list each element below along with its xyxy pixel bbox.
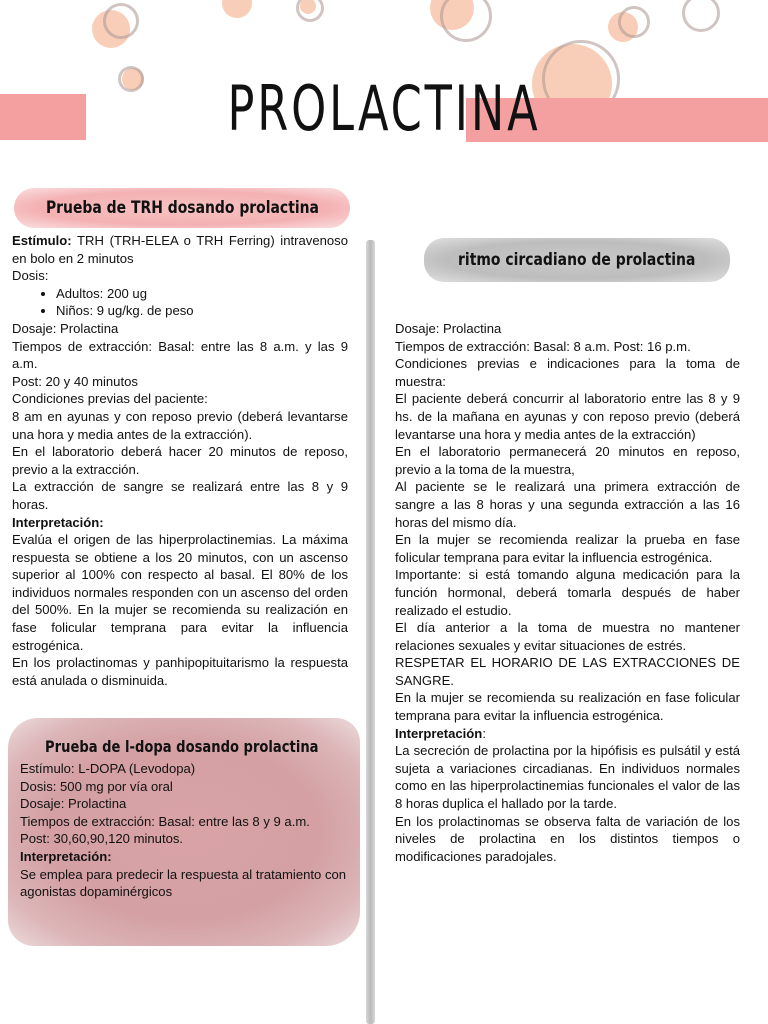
list-item: • Niños: 9 ug/kg. de peso <box>56 302 348 320</box>
list-item: • Adultos: 200 ug <box>56 285 348 303</box>
deco-ring <box>618 6 650 38</box>
ldopa-interp-label: Interpretación: <box>20 848 112 864</box>
trh-interp-paragraph: En los prolactinomas y panhipopituitarismo la respuesta está anulada o disminuida. <box>12 655 348 688</box>
ritmo-paragraph: En el laboratorio permanecerá 20 minutos en reposo, previo a la toma de la muestra, <box>395 444 740 477</box>
ldopa-interp-text: Se emplea para predecir la respuesta al tratamiento con agonistas dopaminérgicos <box>20 866 347 900</box>
deco-ring <box>440 0 492 42</box>
deco-ring <box>682 0 720 32</box>
ldopa-line: Tiempos de extracción: Basal: entre las 8 y 9 a.m. <box>20 813 310 829</box>
trh-paragraph: En el laboratorio deberá hacer 20 minutos de reposo, previo a la extracción. <box>12 444 348 477</box>
ritmo-interp-paragraph: La secreción de prolactina por la hipófisis es pulsátil y está sujeta a variaciones circadianas. En individuos normales como en las hiperprolactinemias funcionales el valor de las 8 horas duplica el hallado por la tarde. <box>395 743 740 812</box>
trh-estimulo-label: Estímulo: <box>12 233 72 248</box>
ritmo-section <box>395 320 740 865</box>
trh-section <box>12 232 348 689</box>
trh-heading <box>14 188 350 228</box>
ritmo-paragraph: El paciente deberá concurrir al laboratorio entre las 8 y 9 hs. de la mañana en ayunas y con reposo previo (deberá levantarse una hora y media antes de la extracción) <box>395 391 740 442</box>
ritmo-paragraph: Importante: si está tomando alguna medicación para la función hormonal, deberá tomarla después de haber realizado el estudio. <box>395 567 740 618</box>
ldopa-line: Dosis: 500 mg por vía oral <box>20 778 173 794</box>
trh-paragraph: Dosaje: Prolactina <box>12 320 119 336</box>
ldopa-section <box>20 760 352 901</box>
trh-heading-text: Prueba de TRH dosando prolactina <box>45 198 319 218</box>
page-title: PROLACTINA <box>227 72 541 145</box>
header-bar-left <box>0 94 86 140</box>
trh-paragraph: 8 am en ayunas y con reposo previo (deberá levantarse una hora y media antes de la extracción). <box>12 408 348 442</box>
ritmo-interp-label: Interpretación <box>395 725 483 741</box>
trh-dosis-label: Dosis: <box>12 268 49 284</box>
ldopa-heading-text: Prueba de l-dopa dosando prolactina <box>45 736 319 756</box>
trh-interp-paragraph: Evalúa el origen de las hiperprolactinemias. La máxima respuesta se obtiene a los 20 minutos, con un ascenso superior al 100% con respecto al basal. El 80% de los individuos normales responden con un ascenso del orden del 500%. En la mujer se recomienda su realización en fase folicular temprana para evitar la influencia estrogénica. <box>12 532 348 653</box>
trh-interp-label: Interpretación: <box>12 514 104 530</box>
ldopa-line: Post: 30,60,90,120 minutos. <box>20 831 184 847</box>
ldopa-heading <box>14 728 350 764</box>
ritmo-heading <box>424 238 730 282</box>
ritmo-paragraph: RESPETAR EL HORARIO DE LAS EXTRACCIONES DE SANGRE. <box>395 655 740 688</box>
ritmo-interp-paragraph: En los prolactinomas se observa falta de variación de los niveles de prolactina en los distintos tiempos o modificaciones paradojales. <box>395 813 740 864</box>
trh-paragraph: Condiciones previas del paciente: <box>12 391 208 407</box>
trh-paragraph: La extracción de sangre se realizará entre las 8 y 9 horas. <box>12 479 348 512</box>
ldopa-line: Dosaje: Prolactina <box>20 796 127 812</box>
ritmo-paragraph: Condiciones previas e indicaciones para la toma de muestra: <box>395 356 740 389</box>
trh-paragraph: Post: 20 y 40 minutos <box>12 373 138 389</box>
deco-ring <box>103 3 139 39</box>
ritmo-paragraph: Dosaje: Prolactina <box>395 321 502 336</box>
ldopa-line: Estímulo: L-DOPA (Levodopa) <box>20 761 196 776</box>
trh-paragraph: Tiempos de extracción: Basal: entre las 8 a.m. y las 9 a.m. <box>12 338 348 372</box>
ritmo-paragraph: El día anterior a la toma de muestra no mantener relaciones sexuales y evitar situaciones de estrés. <box>395 620 740 653</box>
column-divider <box>366 240 375 1024</box>
ritmo-paragraph: En la mujer se recomienda realizar la prueba en fase folicular temprana para evitar la influencia estrogénica. <box>395 532 740 565</box>
ritmo-paragraph: Tiempos de extracción: Basal: 8 a.m. Post: 16 p.m. <box>395 338 691 354</box>
ritmo-paragraph: Al paciente se le realizará una primera extracción de sangre a las 8 horas y una segunda extracción a las 16 horas del mismo día. <box>395 479 740 530</box>
trh-estimulo-text: TRH (TRH-ELEA o TRH Ferring) intravenoso en bolo en 2 minutos <box>12 233 348 266</box>
ritmo-heading-text: ritmo circadiano de prolactina <box>458 250 696 270</box>
ritmo-interp-colon: : <box>482 725 486 741</box>
deco-circle <box>222 0 252 18</box>
trh-dosis-list <box>12 285 348 320</box>
ritmo-paragraph: En la mujer se recomienda su realización en fase folicular temprana para evitar la influencia estrogénica. <box>395 690 740 724</box>
